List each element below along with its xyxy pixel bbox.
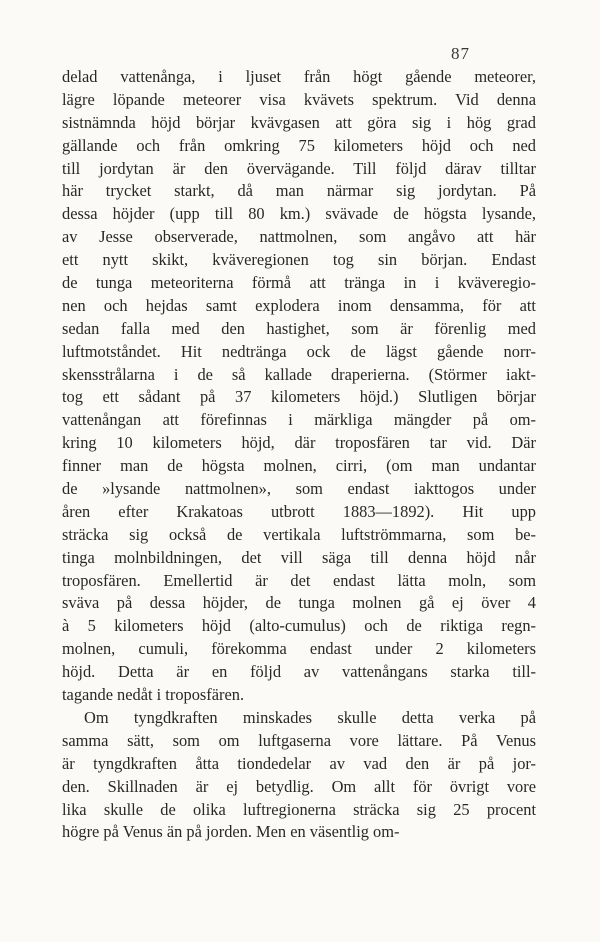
text-line: vattenångan att förefinnas i märkliga mängder på om- (62, 410, 536, 430)
text-line: sedan falla med den hastighet, som är förenlig med (62, 318, 536, 338)
body-text (62, 66, 536, 844)
text-line: finner man de högsta molnen, cirri, (om man undantar (62, 456, 536, 476)
text-line: höjd. Detta är en följd av vattenångans starka till- (62, 662, 536, 682)
text-line: skensstrålarna i de så kallade draperierna. (Störmer iakt- (62, 364, 536, 384)
text-line: är tyngdkraften åtta tiondedelar av vad den är på jor- (62, 753, 536, 773)
text-line: sträcka sig också de vertikala luftströmmarna, som be- (62, 524, 536, 544)
text-line: av Jesse observerade, nattmolnen, som angåvo att här (62, 227, 536, 247)
text-line: dessa höjder (upp till 80 km.) svävade de högsta lysande, (62, 204, 536, 224)
text-line: luftmotståndet. Hit nedtränga ock de lägst gående norr- (62, 341, 536, 361)
text-line: de tunga meteoriterna förmå att tränga in i kväveregio- (62, 273, 536, 293)
text-line: lika skulle de olika luftregionerna sträcka sig 25 procent (62, 799, 536, 819)
text-line: till jordytan är den övervägande. Till följd därav tilltar (62, 158, 536, 178)
text-line: gällande och från omkring 75 kilometers höjd och ned (62, 135, 536, 155)
text-line: här trycket starkt, då man närmar sig jordytan. På (62, 181, 536, 201)
text-line: lägre löpande meteorer visa kvävets spektrum. Vid denna (62, 89, 536, 109)
text-line: åren efter Krakatoas utbrott 1883—1892). Hit upp (62, 501, 536, 521)
text-line: sistnämnda höjd börjar kvävgasen att göra sig i hög grad (62, 112, 536, 132)
text-line: troposfären. Emellertid är det endast lätta moln, som (62, 570, 536, 590)
text-line: nen och hejdas samt explodera inom densamma, för att (62, 295, 536, 315)
text-line: de »lysande nattmolnen», som endast iakttogos under (62, 479, 536, 499)
text-line: den. Skillnaden är ej betydlig. Om allt för övrigt vore (62, 776, 536, 796)
text-line: Om tyngdkraften minskades skulle detta verka på (84, 707, 536, 727)
paragraph (62, 66, 536, 707)
text-line: molnen, cumuli, förekomma endast under 2 kilometers (62, 639, 536, 659)
text-line: ett nytt skikt, kväveregionen tog sin början. Endast (62, 250, 536, 270)
text-line: à 5 kilometers höjd (alto-cumulus) och de riktiga regn- (62, 616, 536, 636)
text-line: kring 10 kilometers höjd, där troposfären tar vid. Där (62, 433, 536, 453)
text-line: högre på Venus än på jorden. Men en väsentlig om- (62, 822, 400, 842)
text-line: tinga molnbildningen, det vill säga till denna höjd når (62, 547, 536, 567)
text-line: tog ett sådant på 37 kilometers höjd.) Slutligen börjar (62, 387, 536, 407)
text-line: tagande nedåt i troposfären. (62, 685, 245, 705)
paragraph (62, 707, 536, 844)
text-line: sväva på dessa höjder, de tunga molnen gå ej över 4 (62, 593, 536, 613)
text-line: delad vattenånga, i ljuset från högt gående meteorer, (62, 67, 536, 86)
text-line: samma sätt, som om luftgaserna vore lättare. På Venus (62, 730, 536, 750)
page-number: 87 (451, 44, 470, 63)
